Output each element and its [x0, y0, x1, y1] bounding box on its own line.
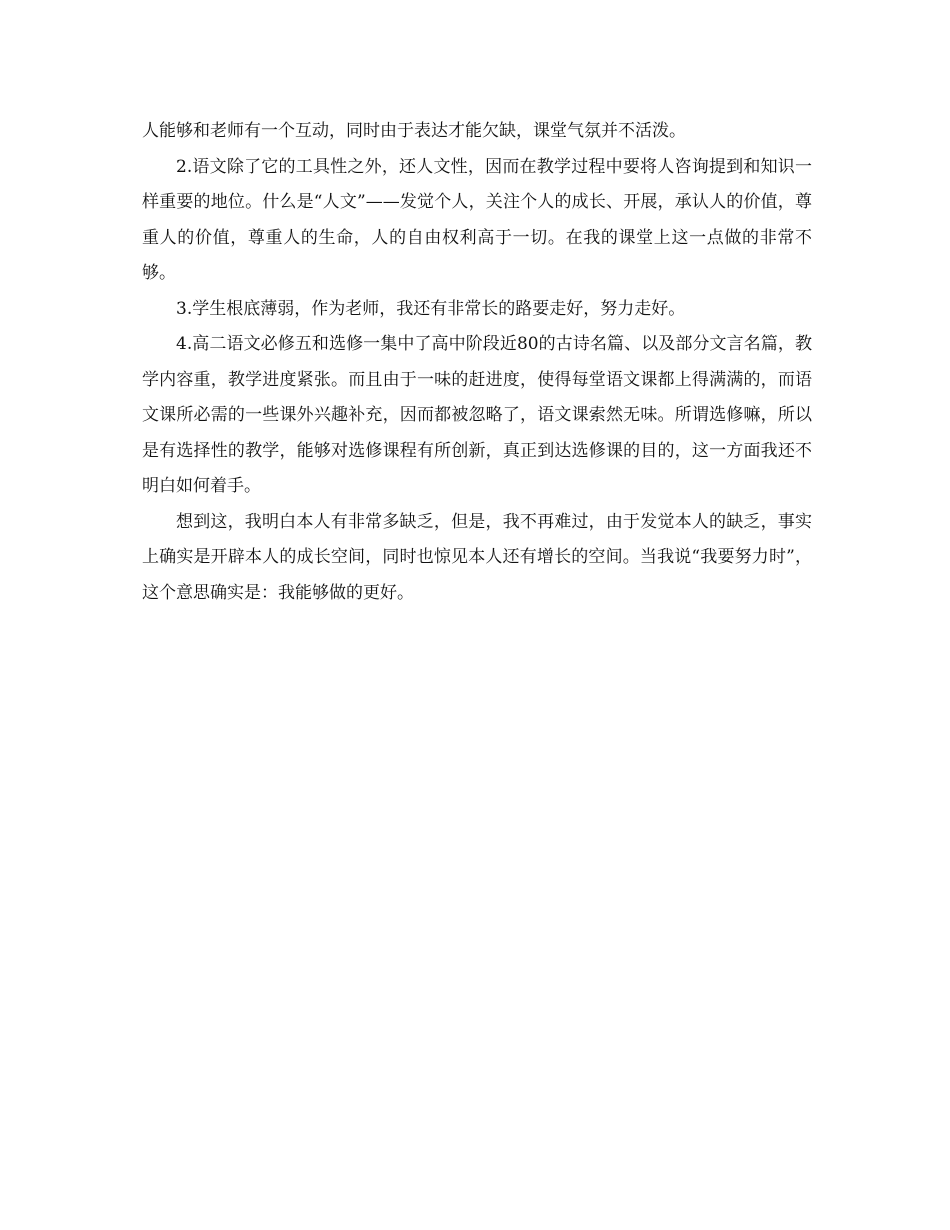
paragraph-item-2: 2.语文除了它的工具性之外，还人文性，因而在教学过程中要将人咨询提到和知识一样重要的地位。什么是“人文”——发觉个人，关注个人的成长、开展，承认人的价值，尊重人的价值，尊重人的生命，人的自由权利高于一切。在我的课堂上这一点做的非常不够。	[142, 156, 812, 283]
paragraph-item-3: 3.学生根底薄弱，作为老师，我还有非常长的路要走好，努力走好。	[176, 298, 686, 319]
document-body	[142, 114, 812, 611]
paragraph-item-4: 4.高二语文必修五和选修一集中了高中阶段近80的古诗名篇、以及部分文言名篇，教学内容重，教学进度紧张。而且由于一味的赶进度，使得每堂语文课都上得满满的，而语文课所必需的一些课外兴趣补充，因而都被忽略了，语文课索然无味。所谓选修嘛，所以是有选择性的教学，能够对选修课程有所创新，真正到达选修课的目的，这一方面我还不明白如何着手。	[142, 334, 812, 496]
paragraph-conclusion: 想到这，我明白本人有非常多缺乏，但是，我不再难过，由于发觉本人的缺乏，事实上确实是开辟本人的成长空间，同时也惊见本人还有增长的空间。当我说“我要努力时”，这个意思确实是：我能够做的更好。	[142, 511, 812, 603]
paragraph-continuation: 人能够和老师有一个互动，同时由于表达才能欠缺，课堂气氛并不活泼。	[142, 121, 686, 141]
